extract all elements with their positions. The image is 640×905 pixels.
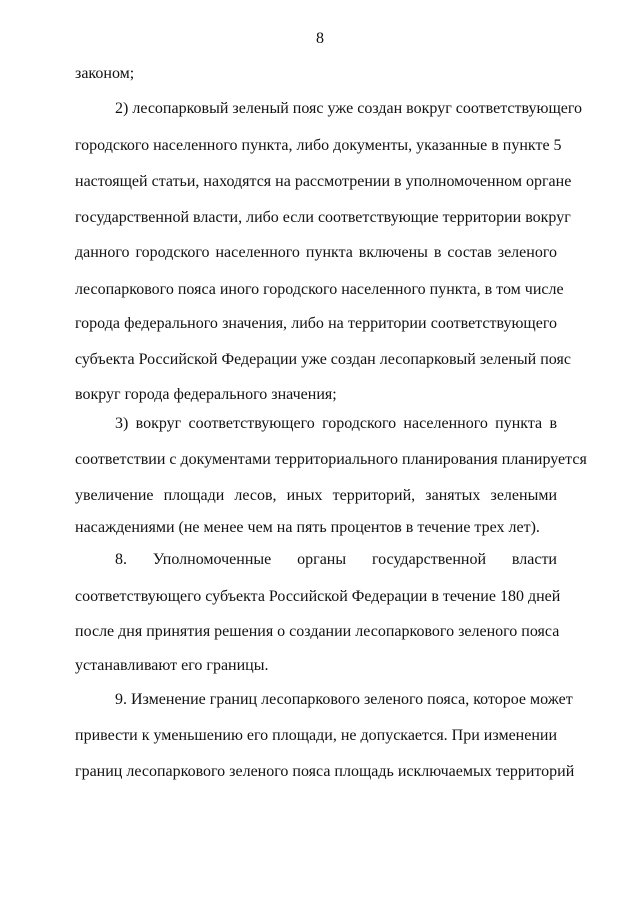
text-line: субъекта Российской Федерации уже создан лесопарковый зеленый пояс <box>75 351 571 368</box>
text-line: настоящей статьи, находятся на рассмотрении в уполномоченном органе <box>75 173 572 190</box>
text-line: вокруг города федерального значения; <box>75 386 337 403</box>
text-line: привести к уменьшению его площади, не допускается. При изменении <box>75 727 558 744</box>
text-line: 3) вокруг соответствующего городского населенного пункта в <box>115 415 557 432</box>
text-line: увеличение площади лесов, иных территорий, занятых зелеными <box>75 487 557 504</box>
text-line: лесопаркового пояса иного городского населенного пункта, в том числе <box>75 281 564 298</box>
text-line: соответствии с документами территориального планирования планируется <box>75 451 587 468</box>
text-line: 9. Изменение границ лесопаркового зеленого пояса, которое может <box>115 691 573 708</box>
page-number: 8 <box>316 30 324 47</box>
text-line: границ лесопаркового зеленого пояса площадь исключаемых территорий <box>75 763 575 780</box>
text-line: данного городского населенного пункта включены в состав зеленого <box>75 244 557 261</box>
text-line: после дня принятия решения о создании лесопаркового зеленого пояса <box>75 623 560 640</box>
text-line: соответствующего субъекта Российской Федерации в течение 180 дней <box>75 588 561 605</box>
text-line: 2) лесопарковый зеленый пояс уже создан вокруг соответствующего <box>115 100 583 117</box>
text-line: государственной власти, либо если соответствующие территории вокруг <box>75 209 571 226</box>
text-line: насаждениями (не менее чем на пять процентов в течение трех лет). <box>75 519 540 536</box>
text-line: города федерального значения, либо на территории соответствующего <box>75 315 557 332</box>
text-line: 8. Уполномоченные органы государственной власти <box>115 551 557 568</box>
text-line: законом; <box>75 65 135 82</box>
text-line: устанавливают его границы. <box>75 657 269 674</box>
text-line: городского населенного пункта, либо документы, указанные в пункте 5 <box>75 137 562 154</box>
